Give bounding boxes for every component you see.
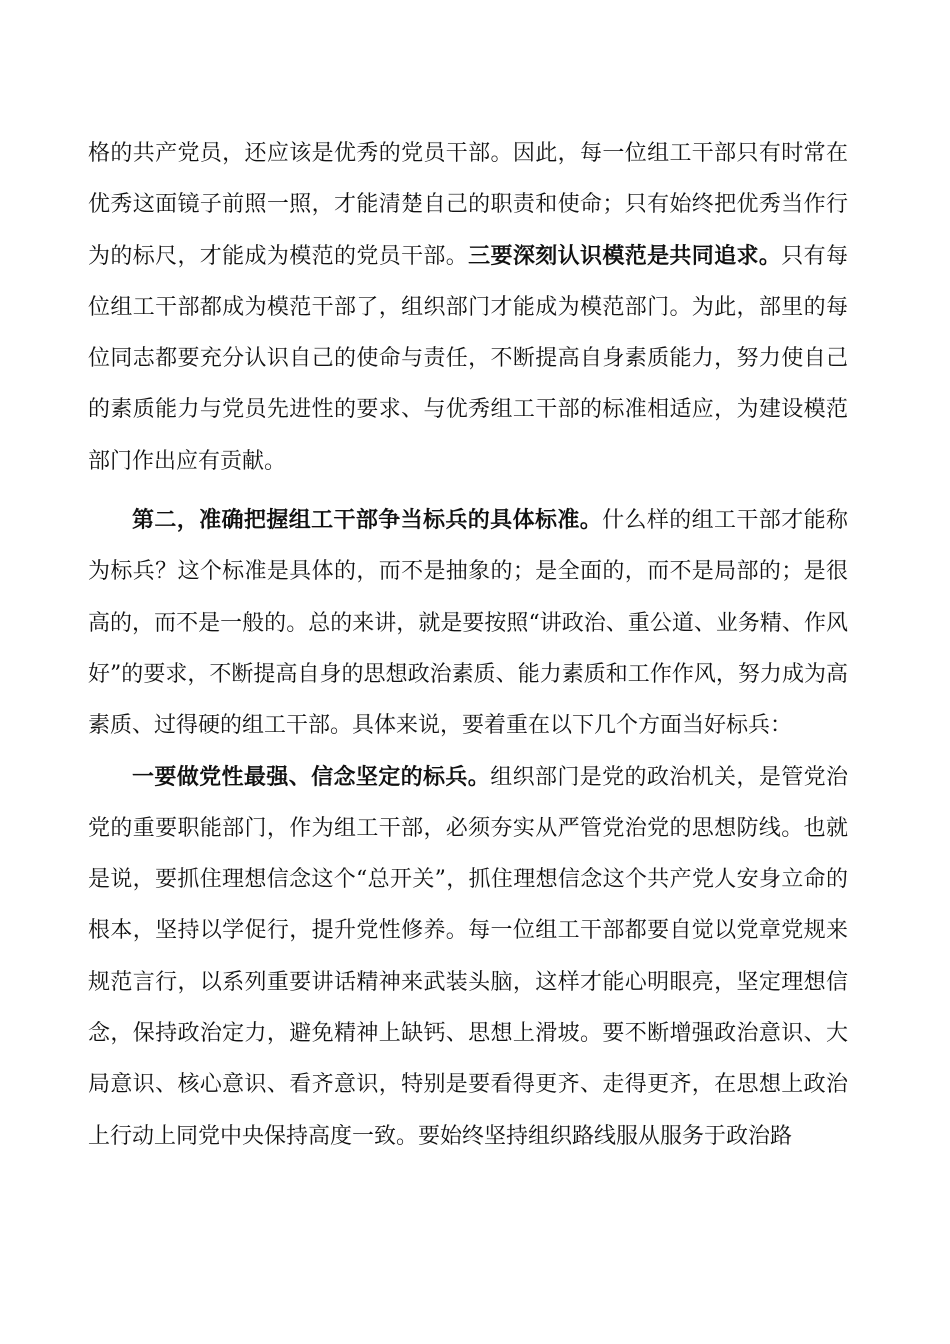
paragraph-3-heading: 一要做党性最强、信念坚定的标兵。 xyxy=(132,763,491,790)
paragraph-1-run-1: 格的共产党员，还应该是优秀的党员干部。因此，每一位组工干部只有时常在优秀这面镜子前照一照，才能清楚自己的职责和使命；只有始终把优秀当作行为的标尺，才能成为模范的党员干部。 xyxy=(88,141,848,269)
paragraph-1 xyxy=(88,128,848,487)
paragraph-1-heading-three: 三要深刻认识模范是共同追求。 xyxy=(468,242,782,269)
document-body xyxy=(88,128,848,1162)
paragraph-1-run-3: 只有每位组工干部都成为模范干部了，组织部门才能成为模范部门。为此，部里的每位同志都要充分认识自己的使命与责任，不断提高自身素质能力，努力使自己的素质能力与党员先进性的要求、与优秀组工干部的标准相适应，为建设模范部门作出应有贡献。 xyxy=(88,243,848,474)
paragraph-3 xyxy=(88,752,848,1162)
paragraph-2 xyxy=(88,495,848,751)
paragraph-2-heading: 第二，准确把握组工干部争当标兵的具体标准。 xyxy=(132,507,603,534)
paragraph-3-run-2: 组织部门是党的政治机关，是管党治党的重要职能部门，作为组工干部，必须夯实从严管党治党的思想防线。也就是说，要抓住理想信念这个“总开关”，抓住理想信念这个共产党人安身立命的根本，坚持以学促行，提升党性修养。每一位组工干部都要自觉以党章党规来规范言行，以系列重要讲话精神来武装头脑，这样才能心明眼亮，坚定理想信念，保持政治定力，避免精神上缺钙、思想上滑坡。要不断增强政治意识、大局意识、核心意识、看齐意识，特别是要看得更齐、走得更齐，在思想上政治上行动上同党中央保持高度一致。要始终坚持组织路线服从服务于政治路 xyxy=(88,764,848,1149)
paragraph-2-run-2: 什么样的组工干部才能称为标兵？这个标准是具体的，而不是抽象的；是全面的，而不是局部的；是很高的，而不是一般的。总的来讲，就是要按照“讲政治、重公道、业务精、作风好”的要求，不断提高自身的思想政治素质、能力素质和工作作风，努力成为高素质、过得硬的组工干部。具体来说，要着重在以下几个方面当好标兵： xyxy=(88,508,848,739)
